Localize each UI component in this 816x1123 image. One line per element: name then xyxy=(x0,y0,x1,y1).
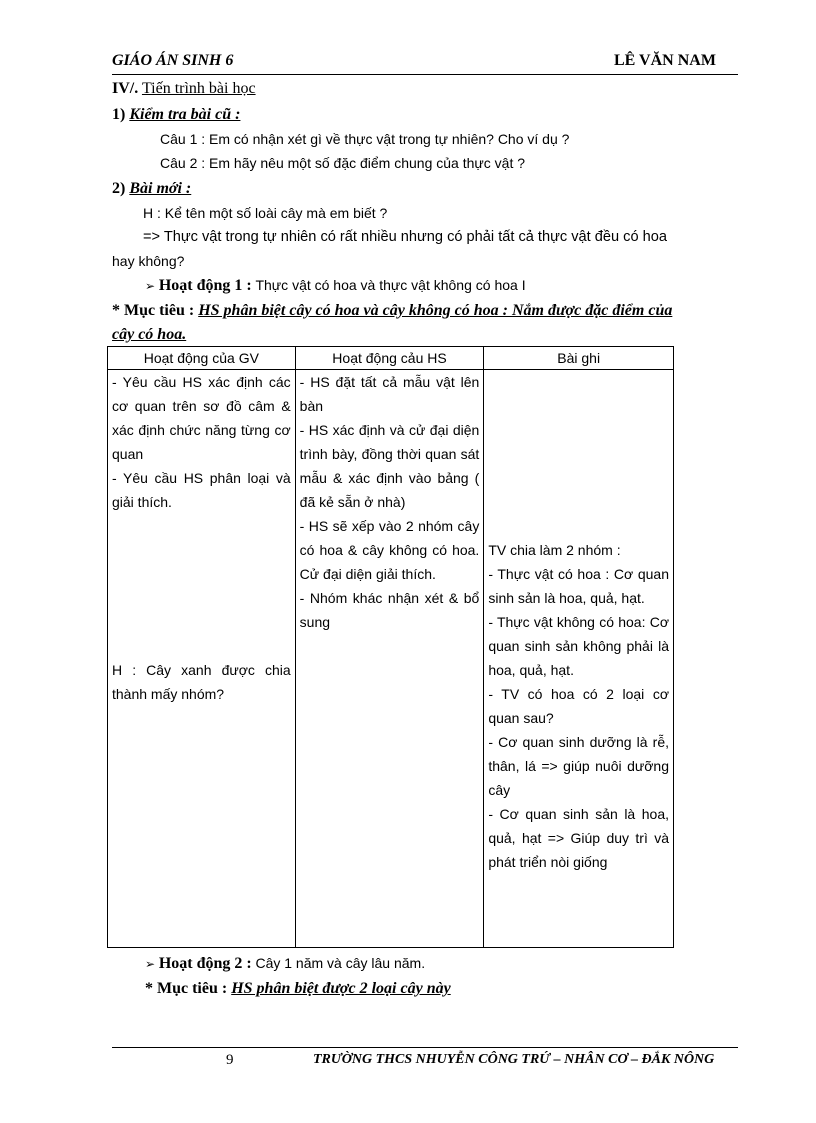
section-title: Tiến trình bài học xyxy=(141,80,256,97)
teacher-activity-cell xyxy=(108,370,296,948)
table-header-row xyxy=(108,347,674,370)
activity1-line xyxy=(145,277,526,295)
notes-line: - Thực vật không có hoa: Cơ quan sinh sản không phải là hoa, quả, hạt. xyxy=(488,614,669,678)
activity1-goal-text: HS phân biệt cây có hoa và cây không có hoa : Nắm được đặc điểm của xyxy=(198,302,673,319)
page-number: 9 xyxy=(226,1052,234,1068)
activity1-goal-label: * Mục tiêu : xyxy=(112,302,195,319)
hs-line: - HS đặt tất cả mẫu vật lên bàn xyxy=(299,374,480,414)
header-teacher: LÊ VĂN NAM xyxy=(614,52,716,69)
question-1: Câu 1 : Em có nhận xét gì về thực vật trong tự nhiên? Cho ví dụ ? xyxy=(160,131,570,147)
activity2-goal-label: * Mục tiêu : xyxy=(145,980,228,997)
activity1-goal-line1 xyxy=(112,302,672,320)
arrow-icon: ➢ xyxy=(145,279,156,293)
section-number: IV/. xyxy=(112,80,139,97)
activity1-text: Thực vật có hoa và thực vật không có hoa I xyxy=(255,277,526,293)
notes-line: - Cơ quan sinh sản là hoa, quả, hạt => Giúp duy trì và phát triển nòi giống xyxy=(488,806,669,870)
gv-line: H : Cây xanh được chia thành mấy nhóm? xyxy=(112,662,291,702)
header-subject: GIÁO ÁN SINH 6 xyxy=(112,52,234,69)
activity1-label: Hoạt động 1 : xyxy=(158,277,252,294)
gv-line: - Yêu cầu HS phân loại và giải thích. xyxy=(112,470,291,510)
arrow-icon: ➢ xyxy=(145,957,156,971)
activity2-goal xyxy=(145,980,451,998)
activity2-label: Hoạt động 2 : xyxy=(158,955,252,972)
section-heading xyxy=(112,80,256,98)
activity2-goal-text: HS phân biệt được 2 loại cây này xyxy=(231,980,451,997)
gv-line: - Yêu cầu HS xác định các cơ quan trên sơ đồ câm & xác định chức năng từng cơ quan xyxy=(112,374,291,462)
part1-number: 1) xyxy=(112,106,126,123)
hs-line: - HS xác định và cử đại diện trình bày, đồng thời quan sát mẫu & xác định vào bảng ( đã kẻ sẵn ở nhà) xyxy=(299,422,480,510)
student-activity-cell xyxy=(295,370,484,948)
activity2-line xyxy=(145,955,425,973)
footer-rule xyxy=(112,1047,738,1048)
part2-heading xyxy=(112,180,191,198)
activity2-text: Cây 1 năm và cây lâu năm. xyxy=(255,955,426,971)
part2-answer-line2: hay không? xyxy=(112,253,185,269)
part1-title: Kiểm tra bài cũ : xyxy=(129,106,241,123)
activity-table xyxy=(107,346,674,948)
notes-line: TV chia làm 2 nhóm : xyxy=(488,542,621,558)
part2-question: H : Kể tên một số loài cây mà em biết ? xyxy=(143,205,388,221)
table-header-gv: Hoạt động của GV xyxy=(108,347,296,370)
part1-heading xyxy=(112,106,240,124)
hs-line: - Nhóm khác nhận xét & bổ sung xyxy=(299,590,480,630)
activity1-goal-line2: cây có hoa. xyxy=(112,326,187,343)
notes-cell xyxy=(484,370,674,948)
part2-number: 2) xyxy=(112,180,126,197)
question-2: Câu 2 : Em hãy nêu một số đặc điểm chung của thực vật ? xyxy=(160,155,526,171)
part2-title: Bài mới : xyxy=(129,180,192,197)
header-rule xyxy=(112,74,738,75)
notes-line: - Cơ quan sinh dưỡng là rễ, thân, lá => giúp nuôi dưỡng cây xyxy=(488,734,669,798)
notes-line: - TV có hoa có 2 loại cơ quan sau? xyxy=(488,686,669,726)
table-header-notes: Bài ghi xyxy=(484,347,674,370)
part2-answer-line1: => Thực vật trong tự nhiên có rất nhiều nhưng có phải tất cả thực vật đều có hoa xyxy=(143,229,667,245)
table-row xyxy=(108,370,674,948)
footer-school: TRƯỜNG THCS NHUYỄN CÔNG TRỨ – NHÂN CƠ – ĐẮK NÔNG xyxy=(313,1052,715,1067)
table-header-hs: Hoạt động cảu HS xyxy=(295,347,484,370)
notes-line: - Thực vật có hoa : Cơ quan sinh sản là hoa, quả, hạt. xyxy=(488,566,669,606)
hs-line: - HS sẽ xếp vào 2 nhóm cây có hoa & cây không có hoa. Cử đại diện giải thích. xyxy=(299,518,480,582)
